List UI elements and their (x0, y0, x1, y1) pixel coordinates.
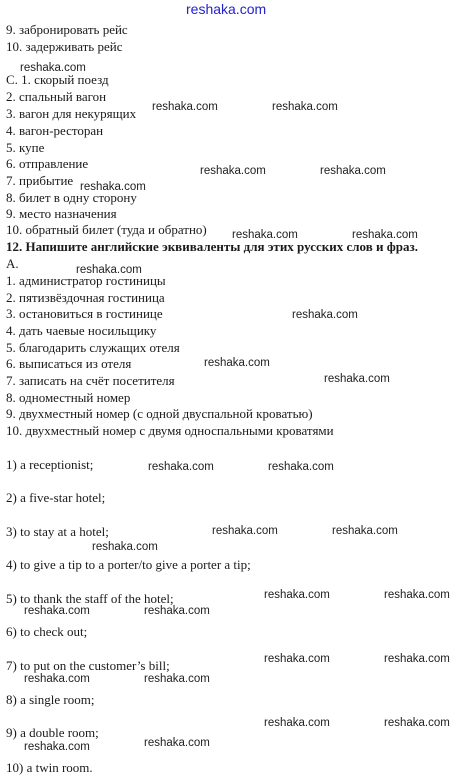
watermark: reshaka.com (24, 605, 90, 617)
text-line: 2. пятизвёздочная гостиница (6, 290, 165, 305)
answer-line: 5) to thank the staff of the hotel; (6, 591, 174, 606)
answer-line: 10) a twin room. (6, 760, 93, 775)
text-line: 5. купе (6, 140, 45, 155)
watermark: reshaka.com (204, 357, 270, 369)
text-line: 9. забронировать рейс (6, 22, 128, 37)
watermark: reshaka.com (384, 589, 450, 601)
answer-line: 8) a single room; (6, 692, 95, 707)
watermark: reshaka.com (352, 229, 418, 241)
answer-line: 9) a double room; (6, 725, 99, 740)
watermark: reshaka.com (272, 101, 338, 113)
watermark: reshaka.com (384, 717, 450, 729)
exercise-heading: 12. Напишите английские эквиваленты для этих русских слов и фраз. (6, 239, 418, 254)
watermark: reshaka.com (80, 181, 146, 193)
answer-line: 6) to check out; (6, 624, 88, 639)
text-line: 9. двухместный номер (с одной двуспальной кроватью) (6, 406, 313, 421)
watermark: reshaka.com (186, 1, 267, 17)
watermark: reshaka.com (384, 653, 450, 665)
watermark: reshaka.com (92, 541, 158, 553)
watermark: reshaka.com (144, 605, 210, 617)
text-line: 4. дать чаевые носильщику (6, 323, 157, 338)
watermark: reshaka.com (24, 741, 90, 753)
watermark: reshaka.com (268, 461, 334, 473)
answer-line: 3) to stay at a hotel; (6, 524, 109, 539)
answer-line: 7) to put on the customer’s bill; (6, 658, 170, 673)
section-a-label: A. (6, 256, 19, 271)
text-line: 7. записать на счёт посетителя (6, 373, 175, 388)
answer-line: 4) to give a tip to a porter/to give a porter a tip; (6, 557, 251, 572)
text-line: 9. место назначения (6, 206, 117, 221)
answer-line: 2) a five-star hotel; (6, 490, 106, 505)
watermark: reshaka.com (264, 717, 330, 729)
watermark: reshaka.com (148, 461, 214, 473)
text-line: 4. вагон-ресторан (6, 123, 104, 138)
text-line: 5. благодарить служащих отеля (6, 340, 180, 355)
section-c-label: С. 1. скорый поезд (6, 72, 109, 87)
watermark: reshaka.com (200, 165, 266, 177)
text-line: 8. билет в одну сторону (6, 190, 137, 205)
watermark: reshaka.com (24, 673, 90, 685)
text-line: 6. выписаться из отеля (6, 356, 132, 371)
watermark: reshaka.com (20, 62, 86, 74)
watermark: reshaka.com (320, 165, 386, 177)
text-line: 1. администратор гостиницы (6, 273, 166, 288)
text-line: 10. двухместный номер с двумя односпальными кроватями (6, 423, 334, 438)
text-line: 3. остановиться в гостинице (6, 306, 163, 321)
watermark: reshaka.com (144, 737, 210, 749)
watermark: reshaka.com (324, 373, 390, 385)
watermark: reshaka.com (152, 101, 218, 113)
watermark: reshaka.com (264, 589, 330, 601)
watermark: reshaka.com (144, 673, 210, 685)
watermark: reshaka.com (232, 229, 298, 241)
text-line: 3. вагон для некурящих (6, 106, 137, 121)
answer-line: 1) a receptionist; (6, 457, 94, 472)
text-line: 10. задерживать рейс (6, 39, 123, 54)
text-line: 2. спальный вагон (6, 89, 107, 104)
watermark: reshaka.com (332, 525, 398, 537)
watermark: reshaka.com (292, 309, 358, 321)
text-line: 7. прибытие (6, 173, 74, 188)
watermark: reshaka.com (264, 653, 330, 665)
text-line: 10. обратный билет (туда и обратно) (6, 222, 207, 237)
text-line: 8. одноместный номер (6, 390, 131, 405)
text-line: 6. отправление (6, 156, 89, 171)
watermark: reshaka.com (212, 525, 278, 537)
watermark: reshaka.com (76, 264, 142, 276)
